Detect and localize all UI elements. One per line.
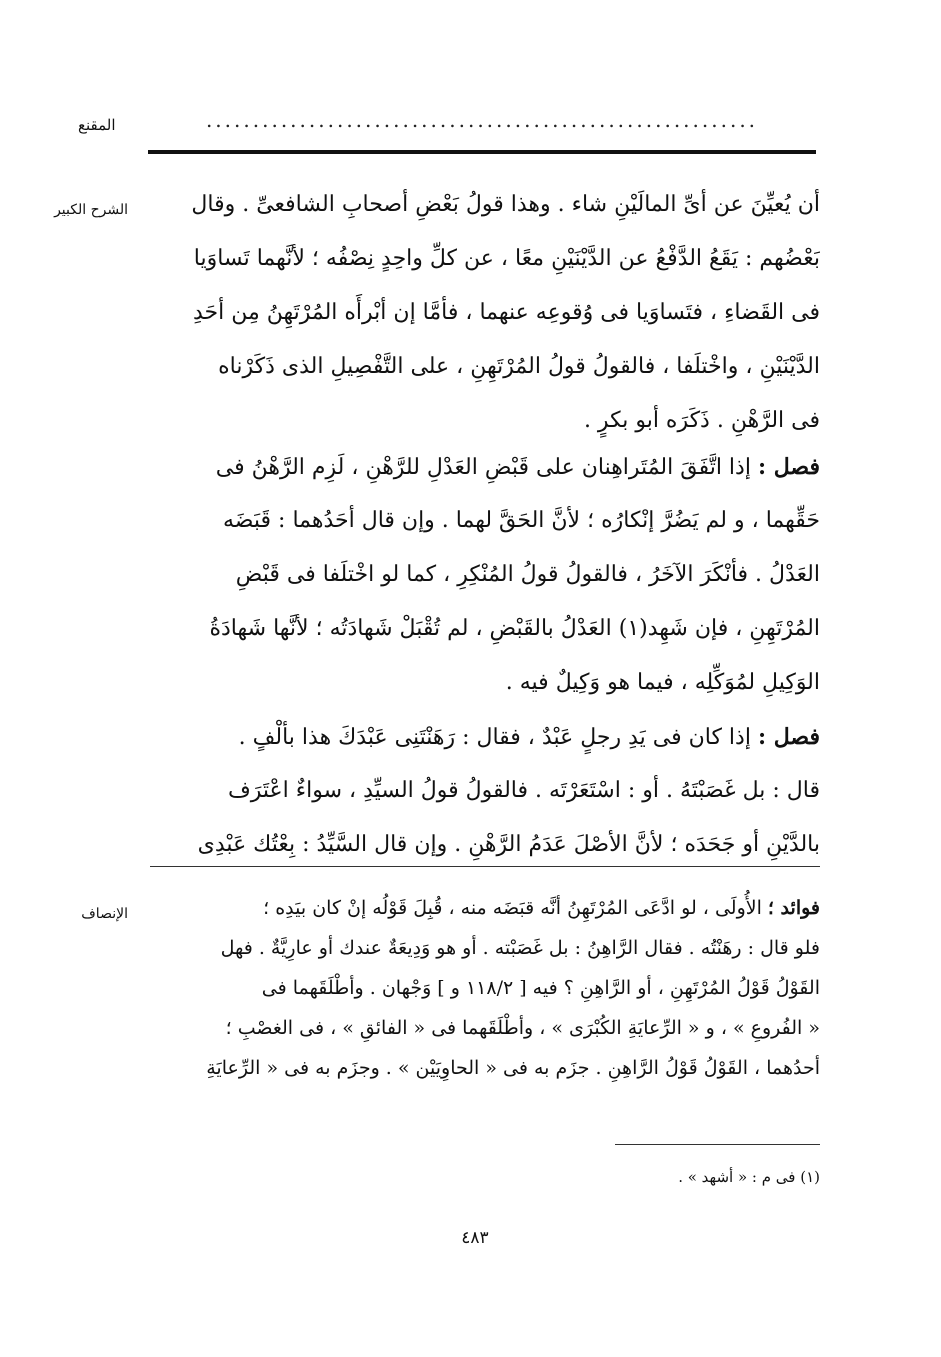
- text-line: بالدَّيْنِ أو جَحَدَه ؛ لأنَّ الأصْلَ عَدَمُ الرَّهْنِ . وإن قال السَّيِّدُ : بِعْتُك عَبْدِى: [197, 832, 820, 857]
- insaf-paragraph: [150, 888, 820, 1088]
- section-separator: [150, 866, 820, 867]
- fasl-section-2: [150, 710, 820, 872]
- text-line: حَقِّهما ، و لم يَضُرَّ إنْكارُه ؛ لأنَّ الحَقَّ لهما . وإن قال أحَدُهما : قَبَضَه: [223, 508, 820, 533]
- section-heading: فوائد ؛: [767, 897, 820, 919]
- text-line: فلو قال : رهَنْتُه . فقال الرَّاهِنُ : بل غَصَبْته . أو هو وَدِيعَةٌ عندك أو عارِيَّةٌ . فهل: [220, 937, 820, 959]
- text-line: أن يُعيِّنَ عن أىِّ المالَيْنِ شاء . وهذا قولُ بَعْضِ أصحابِ الشافعىِّ . وقال: [191, 192, 820, 217]
- text-line: بَعْضُهم : يَقَعُ الدَّفْعُ عن الدَّيْنَيْنِ معًا ، عن كلِّ واحِدٍ نِصْفُه ؛ لأنَّهما تَساوَيا: [193, 246, 820, 271]
- text-line: القَوْلُ قَوْلُ المُرْتَهِنِ ، أو الرَّاهِنِ ؟ فيه [ ١١٨/٢ و ] وَجْهان . وأطْلَقَهما فى: [261, 977, 820, 999]
- line-text: الأُولَى ، لو ادَّعَى المُرْتَهِنُ أنَّه قبَضَه منه ، قُبِلَ قَوْلُه إنْ كان بيَدِه ؛: [263, 897, 762, 919]
- line-text: إذا اتَّفَقَ المُتَراهِنان على قَبْضِ العَدْلِ للرَّهْنِ ، لَزِم الرَّهْنُ فى: [215, 455, 751, 480]
- text-line: فى الرَّهْنِ . ذَكَرَه أبو بكرٍ .: [583, 408, 820, 433]
- text-line: فى القَضاءِ ، فتَساوَيا فى وُقوعِه عنهما ، فأمَّا إن أبْرأَه المُرْتَهِنُ مِن أحَدِ: [192, 300, 820, 325]
- margin-label-insaf: الإنصاف: [81, 906, 128, 922]
- header-dot-leader: ...........................................................: [205, 108, 759, 128]
- text-line: [150, 710, 820, 764]
- page-number: ٤٨٣: [461, 1228, 489, 1248]
- fasl-section-1: [150, 440, 820, 710]
- margin-label-sharh: الشرح الكبير: [54, 202, 128, 218]
- text-line: قال : بل غَصَبْتَهُ . أو : اسْتَعَرْتَه . فالقولُ قولُ السيِّدِ ، سواءٌ اعْتَرَف: [227, 778, 820, 803]
- text-line: « الفُروعِ » ، و « الرِّعايَةِ الكُبْرَى » ، وأطْلَقَهما فى « الفائقِ » ، فى الغصْبِ ؛: [225, 1017, 820, 1039]
- footnote-separator: [615, 1144, 820, 1145]
- main-paragraph: [150, 178, 820, 448]
- text-line: العَدْلُ . فأنْكَرَ الآخَرُ ، فالقولُ قولُ المُنْكِرِ ، كما لو اخْتلَفا فى قَبْضِ: [235, 562, 820, 587]
- text-line: المُرْتَهِنِ ، فإن شَهِد(١) العَدْلُ بالقَبْضِ ، لم تُقْبَلْ شَهادَتُه ؛ لأنَّها شَهادَةُ: [209, 616, 820, 641]
- text-line: الوَكِيلِ لمُوَكِّلِه ، فيما هو وَكِيلٌ فيه .: [505, 670, 820, 695]
- text-line: [150, 440, 820, 494]
- text-line: أحدُهما ، القَوْلُ قَوْلُ الرَّاهِنِ . جزَم به فى « الحاوِيَيْن » . وجزَم به فى « الرِّعايَةِ: [206, 1057, 820, 1079]
- text-line: [150, 888, 820, 928]
- book-title: المقنع: [78, 116, 116, 134]
- header-rule: [148, 150, 816, 154]
- text-line: الدَّيْنَيْنِ ، واخْتلَفا ، فالقولُ قولُ المُرْتَهِنِ ، على التَّفْصِيلِ الذى ذَكَرْناه: [218, 354, 820, 379]
- footnote: (١) فى م : « أشهد » .: [678, 1168, 820, 1186]
- section-heading: فصل :: [757, 724, 820, 750]
- line-text: إذا كان فى يَدِ رجلٍ عَبْدٌ ، فقال : رَهَنْتَنِى عَبْدَكَ هذا بألْفٍ .: [238, 725, 751, 750]
- section-heading: فصل :: [757, 454, 820, 480]
